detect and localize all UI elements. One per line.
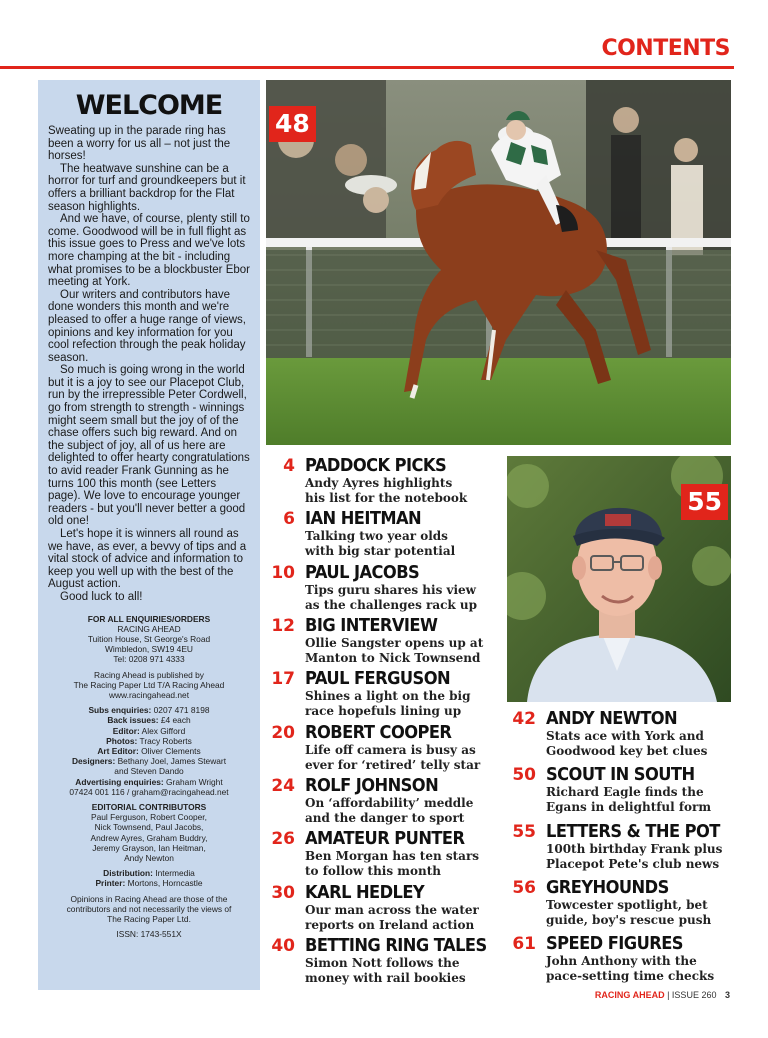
contents-entry[interactable] [271, 723, 525, 772]
distribution-line: Distribution: Intermedia [103, 868, 195, 879]
advertising-contact: 07424 001 116 / graham@racingahead.net [69, 786, 229, 797]
welcome-paragraph: Our writers and contributors have done wonders this month and we're pleased to offer a huge range of views, opinions and key information for you cool refection through the peak holiday season. [48, 288, 246, 364]
entry-desc: Andy Ayres highlights [305, 476, 453, 490]
imprint [48, 614, 250, 940]
telephone: Tel: 0208 971 4333 [113, 654, 185, 665]
welcome-paragraph: So much is going wrong in the world but it is a joy to see our Placepot Club, run by the irrepressible Peter Cordwell, go from strength to strength - winnings might seem small but the joy of of the chase offers such big reward. And on the subject of joy, all of us here are delighted to offer hearty congratulations to avid reader Frank Gunning as he turns 100 this month (see Letters page). We love to encourage younger readers - but you'll never better a good old one! [48, 364, 250, 528]
welcome-paragraph: The heatwave sunshine can be a horror for turf and groundkeepers but it offers a brilliant backdrop for the Flat season highlights. [48, 162, 246, 213]
entry-title: GREYHOUNDS [546, 878, 669, 898]
contents-entry[interactable] [271, 669, 525, 718]
entry-title: AMATEUR PUNTER [305, 829, 465, 849]
entry-desc: Towcester spotlight, bet [546, 898, 708, 912]
entry-title: IAN HEITMAN [305, 509, 422, 529]
entry-desc: Stats ace with York and [546, 729, 704, 743]
entry-desc: and the danger to sport [305, 810, 465, 825]
entry-desc: Manton to Nick Townsend [305, 650, 481, 665]
entry-desc: pace-setting time checks [546, 968, 715, 983]
entry-title: SPEED FIGURES [546, 934, 683, 954]
footer-issue: | ISSUE 260 [667, 990, 717, 1000]
page-badge-55: 55 [681, 484, 728, 520]
contents-entry[interactable] [512, 765, 731, 814]
address-line: Wimbledon, SW19 4EU [105, 644, 193, 655]
opinions-line: The Racing Paper Ltd. [107, 914, 191, 925]
page-footer [595, 990, 730, 1000]
entry-title: BETTING RING TALES [305, 936, 487, 956]
contents-entry[interactable] [283, 509, 525, 558]
entry-page-number: 12 [271, 616, 295, 636]
entry-page-number: 6 [283, 509, 295, 529]
designers-line-2: and Steven Dando [114, 766, 184, 777]
contributors-line: Paul Ferguson, Robert Cooper, [91, 812, 207, 823]
contributors-line: Andy Newton [124, 853, 174, 864]
entry-desc: as the challenges rack up [305, 597, 478, 612]
entry-page-number: 40 [271, 936, 295, 956]
contents-entry[interactable] [271, 883, 525, 932]
company-name: RACING AHEAD [117, 623, 181, 634]
footer-magazine-name: RACING AHEAD [594, 990, 665, 1000]
publisher-line: Racing Ahead is published by [94, 669, 204, 680]
art-editor-line: Art Editor: Oliver Clements [97, 746, 201, 756]
entry-title: ANDY NEWTON [546, 709, 678, 729]
entry-desc: Ollie Sangster opens up at [305, 636, 484, 650]
entry-desc: race hopefuls lining up [305, 703, 462, 718]
entry-desc: 100th birthday Frank plus [546, 842, 723, 856]
entry-desc: reports on Ireland action [305, 917, 475, 932]
entry-page-number: 4 [283, 456, 295, 476]
contents-entry[interactable] [271, 616, 525, 665]
entry-desc: to follow this month [305, 863, 441, 878]
entry-page-number: 20 [271, 723, 295, 743]
entry-page-number: 56 [512, 878, 536, 898]
entry-desc: his list for the notebook [305, 490, 468, 505]
entry-desc: Richard Eagle finds the [546, 785, 704, 799]
contents-entry[interactable] [271, 936, 525, 985]
printer-line: Printer: Mortons, Horncastle [95, 878, 203, 889]
editor-line: Editor: Alex Gifford [112, 725, 186, 736]
entry-desc: Talking two year olds [305, 529, 448, 543]
entry-page-number: 42 [512, 709, 536, 729]
portrait-photo[interactable] [507, 456, 731, 702]
contents-entry[interactable] [271, 563, 525, 612]
back-issues-line: Back issues: £4 each [107, 715, 191, 726]
entry-title: PAUL FERGUSON [305, 669, 451, 689]
website-link[interactable]: www.racingahead.net [108, 689, 190, 700]
entry-title: KARL HEDLEY [305, 883, 425, 903]
contributors-heading: EDITORIAL CONTRIBUTORS [91, 802, 207, 813]
entry-page-number: 61 [512, 934, 536, 954]
entry-page-number: 30 [271, 883, 295, 903]
footer-page-number: 3 [724, 990, 730, 1000]
horse-racing-illustration [266, 80, 731, 445]
entry-desc: Simon Nott follows the [305, 956, 460, 970]
advertising-line: Advertising enquiries: Graham Wright [75, 776, 223, 787]
welcome-text [48, 125, 250, 604]
entry-page-number: 24 [271, 776, 295, 796]
designers-line: Designers: Bethany Joel, James Stewart [71, 756, 227, 767]
subs-line: Subs enquiries: 0207 471 8198 [88, 705, 210, 716]
issn: ISSN: 1743-551X [116, 929, 182, 940]
welcome-heading: WELCOME [75, 90, 223, 121]
entry-title: LETTERS & THE POT [546, 822, 720, 842]
entry-title: PAUL JACOBS [305, 563, 420, 583]
entry-page-number: 50 [512, 765, 536, 785]
entry-desc: with big star potential [305, 543, 456, 558]
contents-entry[interactable] [512, 934, 731, 983]
entry-title: PADDOCK PICKS [305, 456, 447, 476]
opinions-line: contributors and not necessarily the views of [66, 903, 232, 914]
header-divider [0, 66, 734, 69]
entry-desc: Shines a light on the big [305, 689, 471, 703]
entry-page-number: 17 [271, 669, 295, 689]
entry-desc: Goodwood key bet clues [546, 743, 708, 758]
address-line: Tuition House, St George's Road [87, 633, 211, 644]
entry-title: ROLF JOHNSON [305, 776, 439, 796]
contents-entry[interactable] [512, 822, 731, 871]
entry-page-number: 10 [271, 563, 295, 583]
welcome-paragraph: And we have, of course, plenty still to come. Goodwood will be in full flight as this issue goes to Press and we've lots more champing at the bit - including what promises to be a blockbuster Ebor meeting at York. [48, 213, 250, 289]
contents-entry[interactable] [283, 456, 525, 505]
contributors-line: Jeremy Grayson, Ian Heitman, [92, 842, 206, 853]
entry-page-number: 55 [512, 822, 536, 842]
welcome-paragraph: Sweating up in the parade ring has been a worry for us all – not just the horses! [48, 125, 231, 163]
entry-desc: money with rail bookies [305, 970, 466, 985]
photos-line: Photos: Tracy Roberts [106, 735, 192, 746]
entry-desc: Ben Morgan has ten stars [305, 849, 480, 863]
entry-desc: Life off camera is busy as [305, 743, 476, 757]
page-title: CONTENTS [601, 36, 730, 61]
entry-desc: On ‘affordability’ meddle [305, 796, 474, 810]
horse-racing-photo[interactable] [266, 80, 731, 445]
entry-title: SCOUT IN SOUTH [546, 765, 695, 785]
contents-entry[interactable] [271, 776, 525, 825]
publisher-line: The Racing Paper Ltd T/A Racing Ahead [73, 679, 225, 690]
entry-title: ROBERT COOPER [305, 723, 452, 743]
entry-title: BIG INTERVIEW [305, 616, 438, 636]
entry-desc: Placepot Pete's club news [546, 856, 720, 871]
entry-desc: Our man across the water [305, 903, 479, 917]
entry-desc: ever for ‘retired’ telly star [305, 757, 481, 772]
contents-entry[interactable] [512, 709, 731, 758]
welcome-sidebar [38, 80, 260, 990]
entry-desc: John Anthony with the [546, 954, 697, 968]
enquiries-heading: FOR ALL ENQUIRIES/ORDERS [87, 613, 211, 624]
entry-desc: Egans in delightful form [546, 799, 712, 814]
welcome-paragraph: Good luck to all! [60, 590, 143, 603]
page-badge-48: 48 [269, 106, 316, 142]
contents-entry[interactable] [271, 829, 525, 878]
contributors-line: Andrew Ayres, Graham Buddry, [90, 832, 208, 843]
welcome-paragraph: Let's hope it is winners all round as we have, as ever, a bevvy of tips and a vital stock of advice and information to keep you well up with the best of the August action. [48, 528, 247, 591]
contents-entry[interactable] [512, 878, 731, 927]
opinions-line: Opinions in Racing Ahead are those of the [70, 893, 228, 904]
contributors-line: Nick Townsend, Paul Jacobs, [94, 822, 204, 833]
entry-desc: Tips guru shares his view [305, 583, 477, 597]
entry-desc: guide, boy's rescue push [546, 912, 712, 927]
entry-page-number: 26 [271, 829, 295, 849]
